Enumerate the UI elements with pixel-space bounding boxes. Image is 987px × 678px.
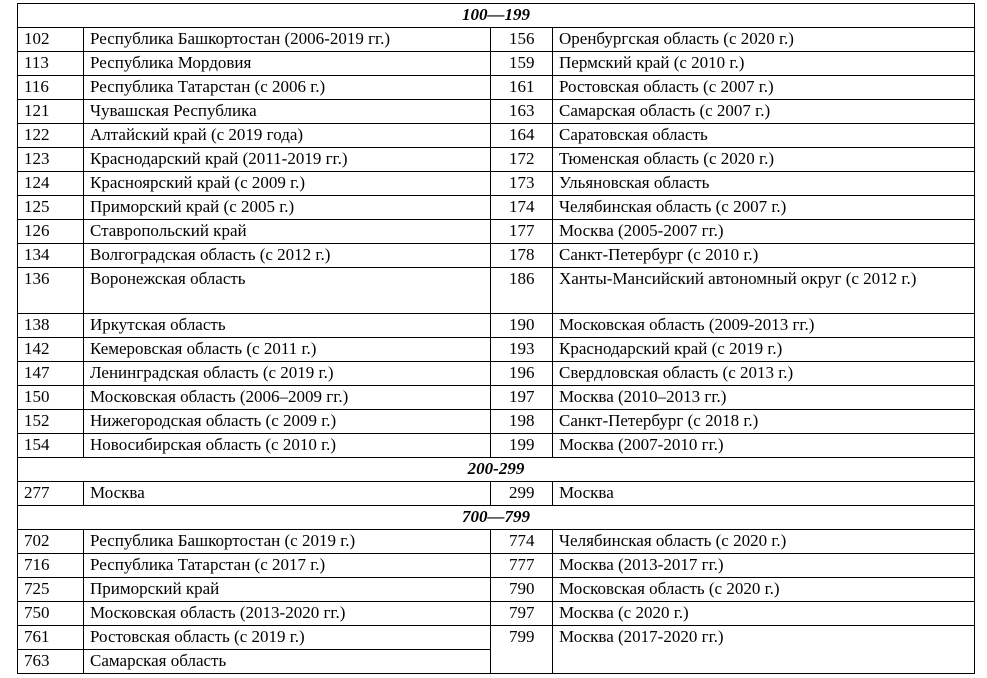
region-name: Республика Мордовия <box>84 52 491 76</box>
region-code: 716 <box>18 554 84 578</box>
region-code: 163 <box>491 100 553 124</box>
region-code: 799 <box>491 626 553 674</box>
region-code: 777 <box>491 554 553 578</box>
table-row <box>18 626 975 650</box>
region-name: Новосибирская область (с 2010 г.) <box>84 434 491 458</box>
table-row <box>18 362 975 386</box>
table-row <box>18 578 975 602</box>
region-name: Москва <box>553 482 975 506</box>
region-code: 122 <box>18 124 84 148</box>
region-name: Краснодарский край (2011-2019 гг.) <box>84 148 491 172</box>
table-row <box>18 268 975 314</box>
region-code: 134 <box>18 244 84 268</box>
region-name: Ставропольский край <box>84 220 491 244</box>
region-name: Челябинская область (с 2020 г.) <box>553 530 975 554</box>
section-header-row <box>18 4 975 28</box>
table-body <box>18 4 975 674</box>
region-name: Москва (2013-2017 гг.) <box>553 554 975 578</box>
region-name: Приморский край (с 2005 г.) <box>84 196 491 220</box>
region-name: Тюменская область (с 2020 г.) <box>553 148 975 172</box>
table-row <box>18 386 975 410</box>
region-code: 154 <box>18 434 84 458</box>
table-row <box>18 434 975 458</box>
region-code: 173 <box>491 172 553 196</box>
table-row <box>18 554 975 578</box>
region-name: Московская область (с 2020 г.) <box>553 578 975 602</box>
table-row <box>18 410 975 434</box>
table-row <box>18 148 975 172</box>
region-code: 172 <box>491 148 553 172</box>
table-row <box>18 530 975 554</box>
table-row <box>18 52 975 76</box>
region-code: 797 <box>491 602 553 626</box>
region-name: Самарская область <box>84 650 491 674</box>
table-row <box>18 220 975 244</box>
region-code: 123 <box>18 148 84 172</box>
region-name: Чувашская Республика <box>84 100 491 124</box>
region-name: Самарская область (с 2007 г.) <box>553 100 975 124</box>
region-code: 121 <box>18 100 84 124</box>
section-title: 700—799 <box>18 506 975 530</box>
region-code: 126 <box>18 220 84 244</box>
table-row <box>18 244 975 268</box>
section-title: 200-299 <box>18 458 975 482</box>
region-name: Свердловская область (с 2013 г.) <box>553 362 975 386</box>
region-name: Иркутская область <box>84 314 491 338</box>
table-row <box>18 172 975 196</box>
region-code: 142 <box>18 338 84 362</box>
region-name: Москва (с 2020 г.) <box>553 602 975 626</box>
region-code: 174 <box>491 196 553 220</box>
region-name: Ханты-Мансийский автономный округ (с 2012 г.) <box>553 268 975 314</box>
table-row <box>18 196 975 220</box>
section-header-row <box>18 506 975 530</box>
region-name: Московская область (2009-2013 гг.) <box>553 314 975 338</box>
region-code: 138 <box>18 314 84 338</box>
section-title: 100—199 <box>18 4 975 28</box>
region-name: Кемеровская область (с 2011 г.) <box>84 338 491 362</box>
region-name: Нижегородская область (с 2009 г.) <box>84 410 491 434</box>
region-name: Приморский край <box>84 578 491 602</box>
region-code: 159 <box>491 52 553 76</box>
region-code: 750 <box>18 602 84 626</box>
region-name: Челябинская область (с 2007 г.) <box>553 196 975 220</box>
region-name: Санкт-Петербург (с 2010 г.) <box>553 244 975 268</box>
region-code: 193 <box>491 338 553 362</box>
table-row <box>18 602 975 626</box>
region-code: 147 <box>18 362 84 386</box>
region-code: 186 <box>491 268 553 314</box>
region-name: Республика Башкортостан (2006-2019 гг.) <box>84 28 491 52</box>
region-code: 150 <box>18 386 84 410</box>
region-code: 156 <box>491 28 553 52</box>
region-name: Москва (2007-2010 гг.) <box>553 434 975 458</box>
region-name: Республика Татарстан (с 2017 г.) <box>84 554 491 578</box>
table-row <box>18 338 975 362</box>
region-code: 702 <box>18 530 84 554</box>
table-row <box>18 482 975 506</box>
table-row <box>18 100 975 124</box>
table-row <box>18 28 975 52</box>
region-code: 102 <box>18 28 84 52</box>
region-name: Санкт-Петербург (с 2018 г.) <box>553 410 975 434</box>
region-code: 277 <box>18 482 84 506</box>
region-name: Пермский край (с 2010 г.) <box>553 52 975 76</box>
region-code: 725 <box>18 578 84 602</box>
region-name: Ростовская область (с 2019 г.) <box>84 626 491 650</box>
region-name: Волгоградская область (с 2012 г.) <box>84 244 491 268</box>
region-name: Алтайский край (с 2019 года) <box>84 124 491 148</box>
region-name: Воронежская область <box>84 268 491 314</box>
region-code: 761 <box>18 626 84 650</box>
region-code: 125 <box>18 196 84 220</box>
region-code: 113 <box>18 52 84 76</box>
region-code: 299 <box>491 482 553 506</box>
region-code: 199 <box>491 434 553 458</box>
region-name: Оренбургская область (с 2020 г.) <box>553 28 975 52</box>
region-name: Московская область (2006–2009 гг.) <box>84 386 491 410</box>
region-name: Ростовская область (с 2007 г.) <box>553 76 975 100</box>
region-code: 190 <box>491 314 553 338</box>
region-name: Саратовская область <box>553 124 975 148</box>
region-name: Республика Башкортостан (с 2019 г.) <box>84 530 491 554</box>
region-name: Москва (2005-2007 гг.) <box>553 220 975 244</box>
section-header-row <box>18 458 975 482</box>
region-code: 763 <box>18 650 84 674</box>
region-name: Красноярский край (с 2009 г.) <box>84 172 491 196</box>
region-code: 177 <box>491 220 553 244</box>
region-name: Москва (2017-2020 гг.) <box>553 626 975 674</box>
table-row <box>18 124 975 148</box>
region-code: 116 <box>18 76 84 100</box>
region-code: 790 <box>491 578 553 602</box>
region-code: 152 <box>18 410 84 434</box>
region-name: Краснодарский край (с 2019 г.) <box>553 338 975 362</box>
region-code: 196 <box>491 362 553 386</box>
region-code: 124 <box>18 172 84 196</box>
region-code: 197 <box>491 386 553 410</box>
region-code: 178 <box>491 244 553 268</box>
region-name: Москва <box>84 482 491 506</box>
region-code: 136 <box>18 268 84 314</box>
region-code: 161 <box>491 76 553 100</box>
region-name: Ульяновская область <box>553 172 975 196</box>
region-name: Республика Татарстан (с 2006 г.) <box>84 76 491 100</box>
region-codes-table <box>17 3 975 674</box>
table-row <box>18 314 975 338</box>
table-row <box>18 76 975 100</box>
region-code: 774 <box>491 530 553 554</box>
region-name: Московская область (2013-2020 гг.) <box>84 602 491 626</box>
region-code: 164 <box>491 124 553 148</box>
region-name: Ленинградская область (с 2019 г.) <box>84 362 491 386</box>
region-name: Москва (2010–2013 гг.) <box>553 386 975 410</box>
region-code: 198 <box>491 410 553 434</box>
